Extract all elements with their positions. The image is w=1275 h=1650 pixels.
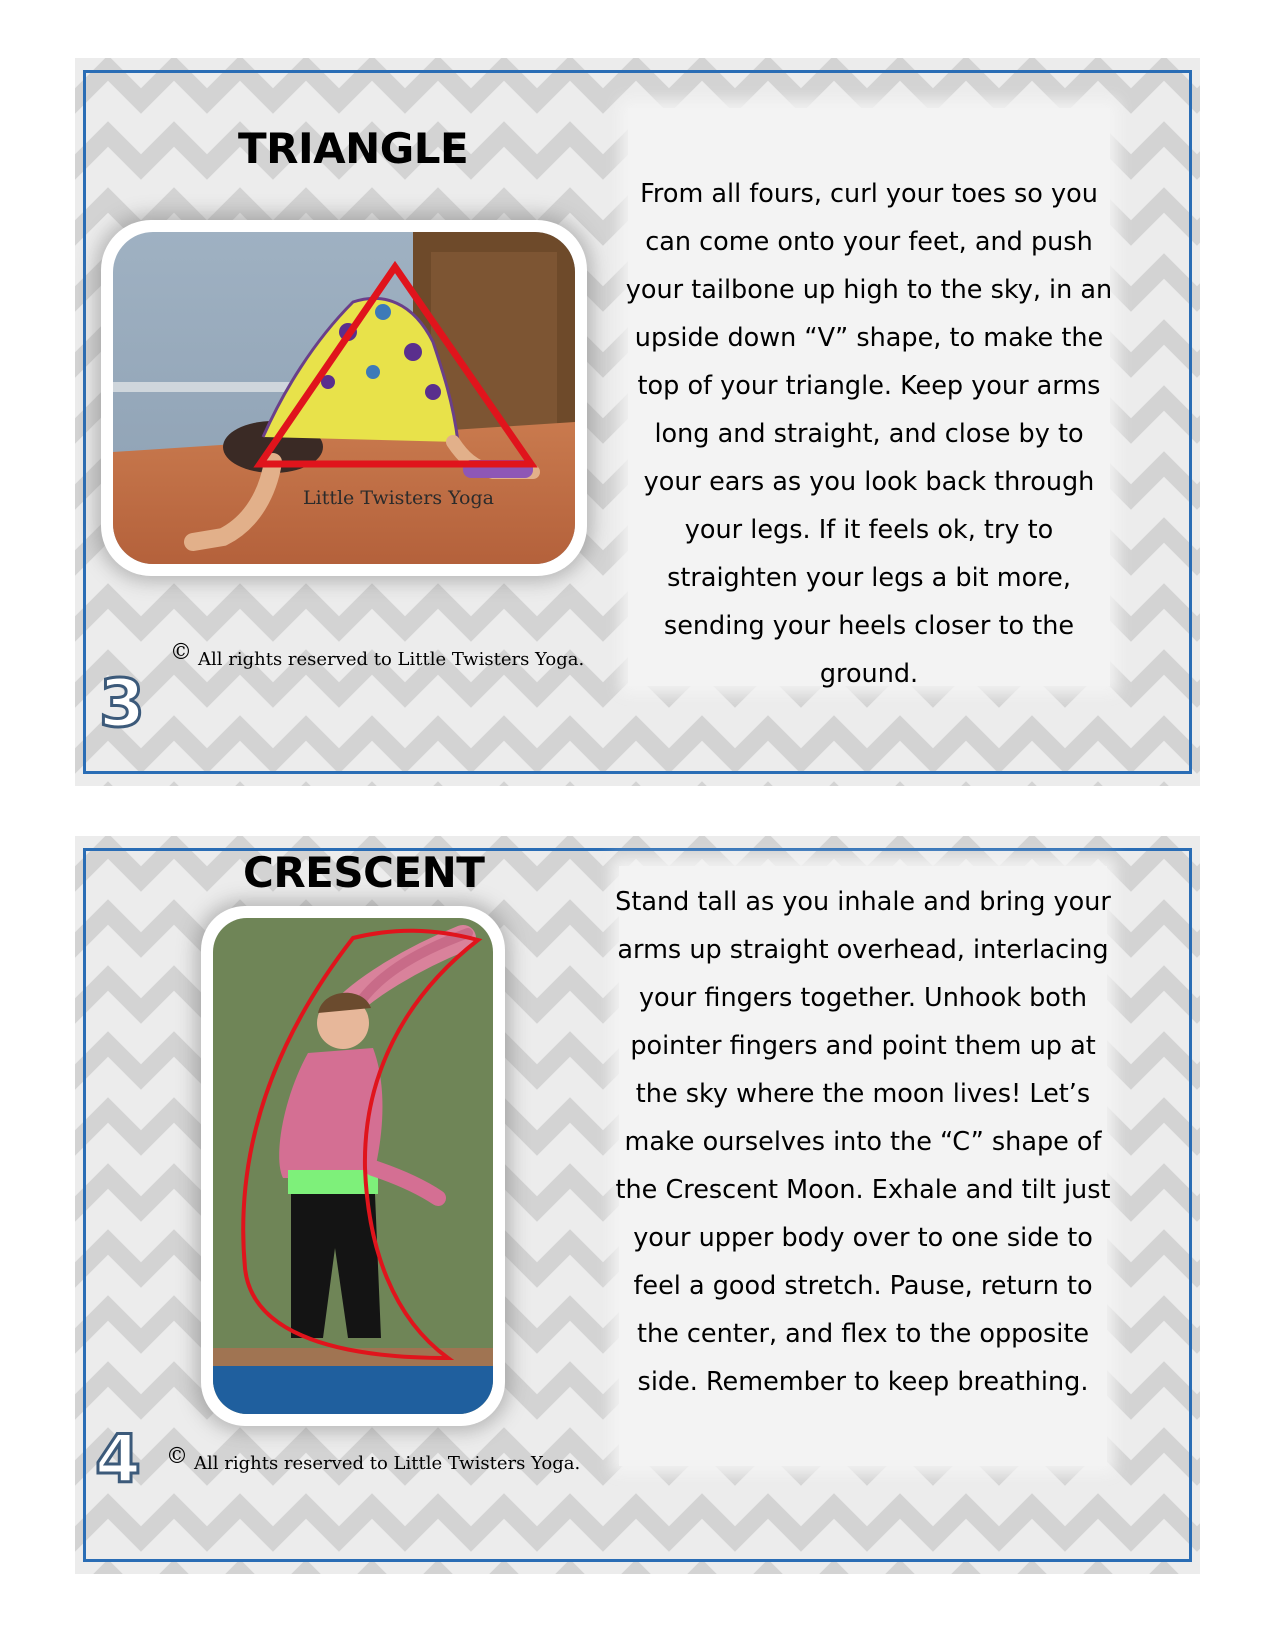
card-number: 3	[99, 665, 145, 734]
pose-description: From all fours, curl your toes so you can come onto your feet, and push your tailbone up high to the sky, in an upside down “V” shape, to make the top of your triangle. Keep your arms long and straight, and close by to your ears as you look back through your legs. If it feels ok, try to straighten your legs a bit more, sending your heels closer to the ground.	[625, 179, 1113, 689]
pose-photo	[113, 232, 575, 564]
card-number-badge	[91, 1420, 151, 1490]
copyright-notice	[170, 640, 584, 670]
copyright-text: All rights reserved to Little Twisters Yoga.	[194, 1453, 581, 1474]
description-panel	[625, 108, 1113, 689]
card-number: 4	[95, 1421, 141, 1490]
pose-title: CRESCENT	[243, 848, 485, 897]
crescent-pose-illustration	[213, 918, 493, 1414]
pose-title: TRIANGLE	[238, 124, 469, 173]
card-number-badge	[95, 664, 155, 734]
copyright-text: All rights reserved to Little Twisters Yoga.	[198, 649, 585, 670]
copyright-symbol: ©	[166, 1444, 188, 1469]
pose-description: Stand tall as you inhale and bring your arms up straight overhead, interlacing your fingers together. Unhook both pointer fingers and point them up at the sky where the moon lives! Let’s make ourselves into the “C” shape of the Crescent Moon. Exhale and tilt just your upper body over to one side to feel a good stretch. Pause, return to the center, and flex to the opposite side. Remember to keep breathing.	[615, 887, 1111, 1397]
pose-photo-frame	[201, 906, 505, 1426]
photo-watermark: Little Twisters Yoga	[303, 487, 494, 509]
pose-card-crescent	[75, 836, 1200, 1574]
pose-photo	[213, 918, 493, 1414]
pose-photo-frame	[101, 220, 587, 576]
triangle-pose-illustration	[113, 232, 575, 564]
description-panel	[615, 866, 1111, 1466]
pose-card-triangle	[75, 58, 1200, 786]
copyright-symbol: ©	[170, 640, 192, 665]
copyright-notice	[166, 1444, 580, 1474]
